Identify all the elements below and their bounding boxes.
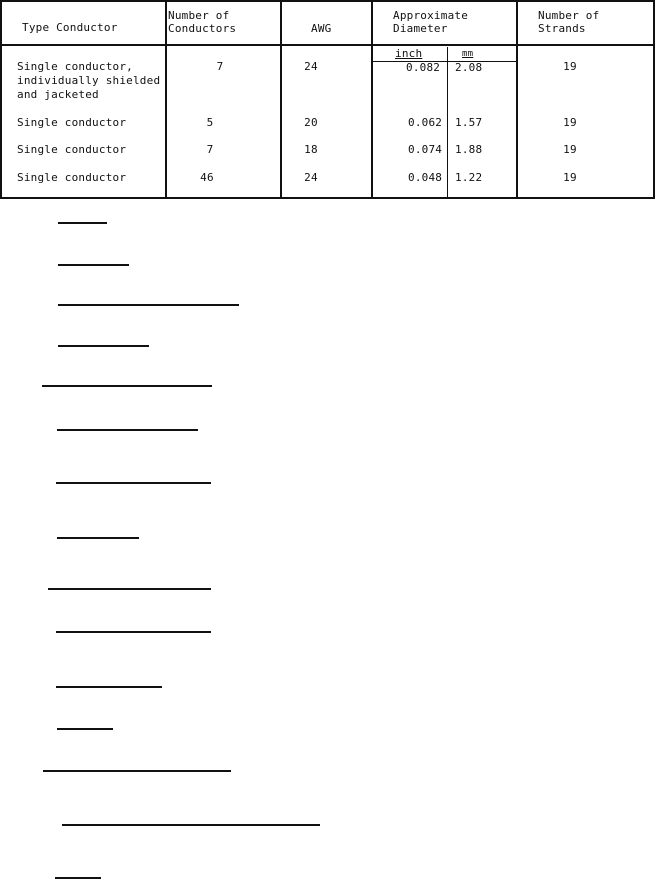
unit-mm: mm bbox=[462, 49, 474, 59]
type-cell: and jacketed bbox=[17, 88, 99, 101]
blank-line bbox=[57, 537, 139, 539]
blank-line bbox=[58, 222, 107, 224]
blank-line bbox=[56, 631, 211, 633]
inch-cell: 0.048 bbox=[408, 171, 443, 184]
type-cell: Single conductor bbox=[17, 171, 127, 184]
header-number: Number of bbox=[168, 9, 230, 22]
blank-line bbox=[62, 824, 320, 826]
type-cell: Single conductor, bbox=[17, 60, 133, 73]
mm-cell: 1.22 bbox=[455, 171, 483, 184]
header-strands: Number of bbox=[538, 9, 600, 22]
blank-line bbox=[58, 264, 129, 266]
type-cell: Single conductor bbox=[17, 143, 127, 156]
mm-cell: 2.08 bbox=[455, 61, 483, 74]
header-separator bbox=[0, 44, 655, 46]
inch-cell: 0.074 bbox=[408, 143, 443, 156]
awg-cell: 24 bbox=[304, 171, 318, 184]
diameter-unit-rule bbox=[372, 61, 516, 62]
conductors-cell: 7 bbox=[206, 143, 214, 156]
mm-cell: 1.88 bbox=[455, 143, 483, 156]
mm-cell: 1.57 bbox=[455, 116, 483, 129]
table-bottom-border bbox=[0, 197, 655, 199]
header-diameter: Approximate bbox=[393, 9, 469, 22]
table-left-border bbox=[0, 0, 2, 199]
table-top-border bbox=[0, 0, 655, 2]
type-cell: Single conductor bbox=[17, 116, 127, 129]
type-cell: individually shielded bbox=[17, 74, 161, 87]
blank-line bbox=[58, 345, 149, 347]
conductor-table bbox=[0, 0, 655, 199]
conductors-cell: 5 bbox=[206, 116, 214, 129]
column-divider bbox=[280, 0, 282, 199]
blank-line bbox=[55, 877, 101, 879]
awg-cell: 18 bbox=[304, 143, 318, 156]
awg-cell: 20 bbox=[304, 116, 318, 129]
blank-line bbox=[57, 728, 113, 730]
header-strands: Strands bbox=[538, 22, 586, 35]
strands-cell: 19 bbox=[563, 60, 577, 73]
blank-line bbox=[58, 304, 239, 306]
unit-inch: inch bbox=[395, 47, 423, 60]
diameter-subdivider bbox=[447, 47, 448, 198]
strands-cell: 19 bbox=[563, 171, 577, 184]
header-type: Type Conductor bbox=[22, 21, 118, 34]
blank-line bbox=[57, 429, 198, 431]
header-number: Conductors bbox=[168, 22, 237, 35]
strands-cell: 19 bbox=[563, 143, 577, 156]
header-diameter: Diameter bbox=[393, 22, 448, 35]
blank-line bbox=[56, 482, 211, 484]
table-right-border bbox=[653, 0, 655, 199]
inch-cell: 0.082 bbox=[406, 61, 441, 74]
inch-cell: 0.062 bbox=[408, 116, 443, 129]
strands-cell: 19 bbox=[563, 116, 577, 129]
blank-line bbox=[43, 770, 231, 772]
awg-cell: 24 bbox=[304, 60, 318, 73]
conductors-cell: 7 bbox=[216, 60, 224, 73]
column-divider bbox=[371, 0, 373, 199]
column-divider bbox=[165, 0, 167, 199]
column-divider bbox=[516, 0, 518, 199]
blank-line bbox=[56, 686, 162, 688]
conductors-cell: 46 bbox=[200, 171, 214, 184]
blank-line bbox=[42, 385, 212, 387]
header-awg: AWG bbox=[311, 22, 332, 35]
blank-line bbox=[48, 588, 211, 590]
